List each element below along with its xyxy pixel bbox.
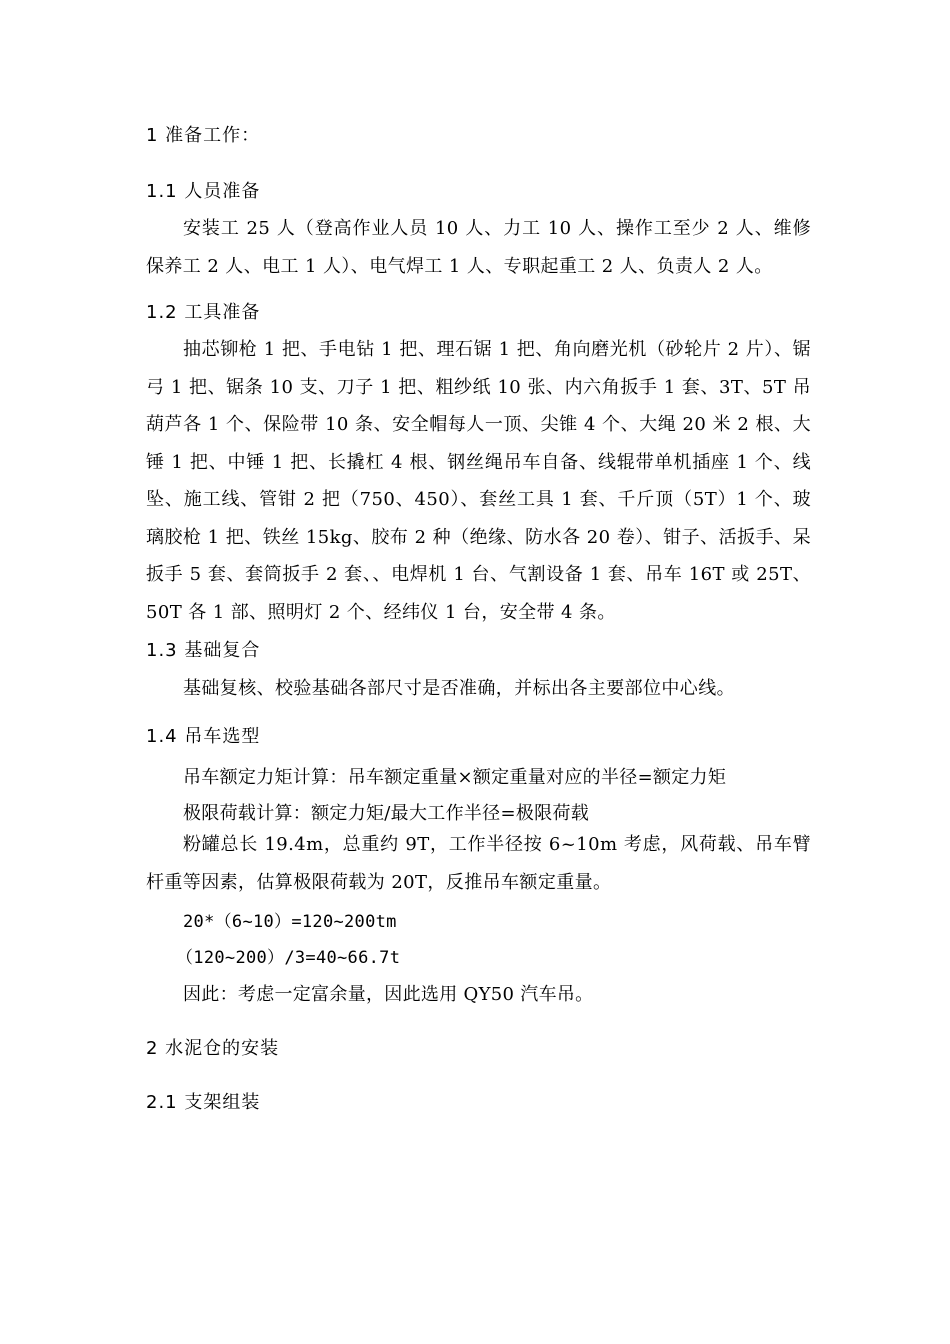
section-heading-1-3: 1.3 基础复合: [146, 640, 261, 661]
section-heading-1-4: 1.4 吊车选型: [146, 726, 261, 747]
paragraph-tools: 抽芯铆枪 1 把、手电钻 1 把、理石锯 1 把、角向磨光机（砂轮片 2 片）、锯弓 1 把、锯条 10 支、刀子 1 把、粗纱纸 10 张、内六角扳手 1 套、3T、5T 吊葫芦各 1 个、保险带 10 条、安全帽每人一顶、尖锥 4 个、大绳 20 米 2 根、大锤 1 把、中锤 1 把、长撬杠 4 根、钢丝绳吊车自备、线辊带单机插座 1 个、线坠、施工线、管钳 2 把（750、450）、套丝工具 1 套、千斤顶（5T）1 个、玻璃胶枪 1 把、铁丝 15kg、胶布 2 种（绝缘、防水各 20 卷）、钳子、活扳手、呆扳手 5 套、套筒扳手 2 套、、电焊机 1 台、气割设备 1 套、吊车 16T 或 25T、50T 各 1 部、照明灯 2 个、经纬仪 1 台，安全带 4 条。: [146, 339, 811, 623]
paragraph-tank-estimate: 粉罐总长 19.4m，总重约 9T，工作半径按 6~10m 考虑，风荷载、吊车臂杆重等因素，估算极限荷载为 20T，反推吊车额定重量。: [146, 834, 811, 893]
paragraph-foundation: 基础复核、校验基础各部尺寸是否准确，并标出各主要部位中心线。: [183, 678, 735, 699]
text-rated-moment: 吊车额定力矩计算：吊车额定重量×额定重量对应的半径=额定力矩: [183, 767, 727, 788]
section-heading-2: 2 水泥仓的安装: [146, 1038, 280, 1059]
formula-moment: 20*（6~10）=120~200tm: [183, 912, 397, 932]
section-heading-1: 1 准备工作：: [146, 125, 261, 146]
text-conclusion: 因此：考虑一定富余量，因此选用 QY50 汽车吊。: [183, 984, 594, 1005]
text-limit-load: 极限荷载计算：额定力矩/最大工作半径=极限荷载: [183, 803, 590, 824]
section-heading-1-1: 1.1 人员准备: [146, 181, 261, 202]
section-heading-2-1: 2.1 支架组装: [146, 1092, 261, 1113]
formula-weight: （120~200）/3=40~66.7t: [176, 948, 401, 968]
section-heading-1-2: 1.2 工具准备: [146, 302, 261, 323]
paragraph-personnel: 安装工 25 人（登高作业人员 10 人、力工 10 人、操作工至少 2 人、维修保养工 2 人、电工 1 人）、电气焊工 1 人、专职起重工 2 人、负责人 2 人。: [146, 218, 811, 277]
